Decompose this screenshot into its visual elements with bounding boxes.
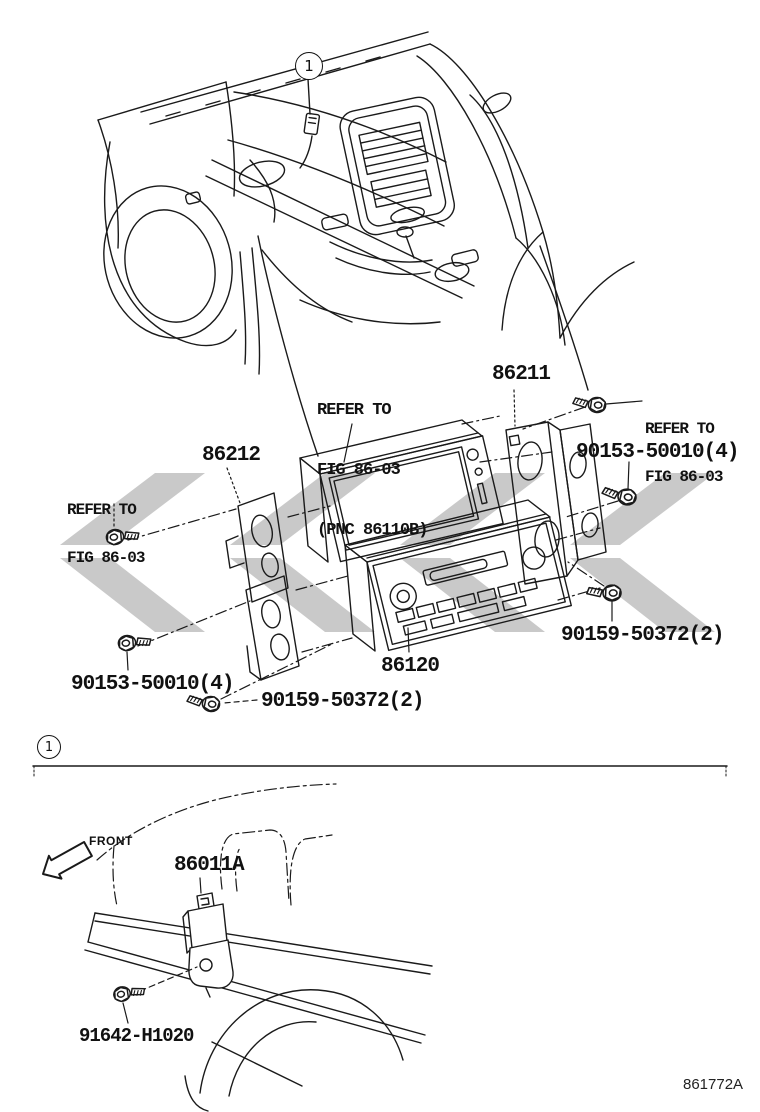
antenna-connector xyxy=(304,113,320,135)
part-number-86011A: 86011A xyxy=(174,854,244,877)
screw-icon xyxy=(601,485,637,506)
part-number-91642: 91642-H1020 xyxy=(79,1025,194,1047)
bolt-icon xyxy=(112,982,146,1003)
part-number-90159-bottom: 90159-50372(2) xyxy=(261,690,424,713)
detail-view-marker: 1 xyxy=(37,735,61,759)
refer-note-right: REFER TO FIG 86-03 xyxy=(645,420,723,486)
front-arrow-icon xyxy=(43,842,92,879)
screw-icon xyxy=(572,395,606,413)
refer-note-left: REFER TO FIG 86-03 xyxy=(67,501,145,567)
part-number-86211: 86211 xyxy=(492,363,551,386)
antenna-amplifier xyxy=(183,893,233,997)
part-number-90153-left: 90153-50010(4) xyxy=(71,673,234,696)
part-number-86212: 86212 xyxy=(202,444,261,467)
screw-icon xyxy=(186,693,221,712)
wheel-arch xyxy=(200,990,403,1093)
screw-icon xyxy=(587,585,621,601)
refer-note-center: REFER TO FIG 86-03 (PNC 86110B) xyxy=(317,401,428,540)
front-direction-label: FRONT xyxy=(89,834,133,848)
screw-icon xyxy=(117,632,152,651)
detail-view-drawing xyxy=(33,766,727,1111)
part-number-86120: 86120 xyxy=(381,655,440,678)
figure-code: 861772A xyxy=(683,1076,744,1093)
part-number-90153-right: 90153-50010(4) xyxy=(576,441,739,464)
part-number-90159-right: 90159-50372(2) xyxy=(561,624,724,647)
main-view-marker: 1 xyxy=(295,52,323,80)
